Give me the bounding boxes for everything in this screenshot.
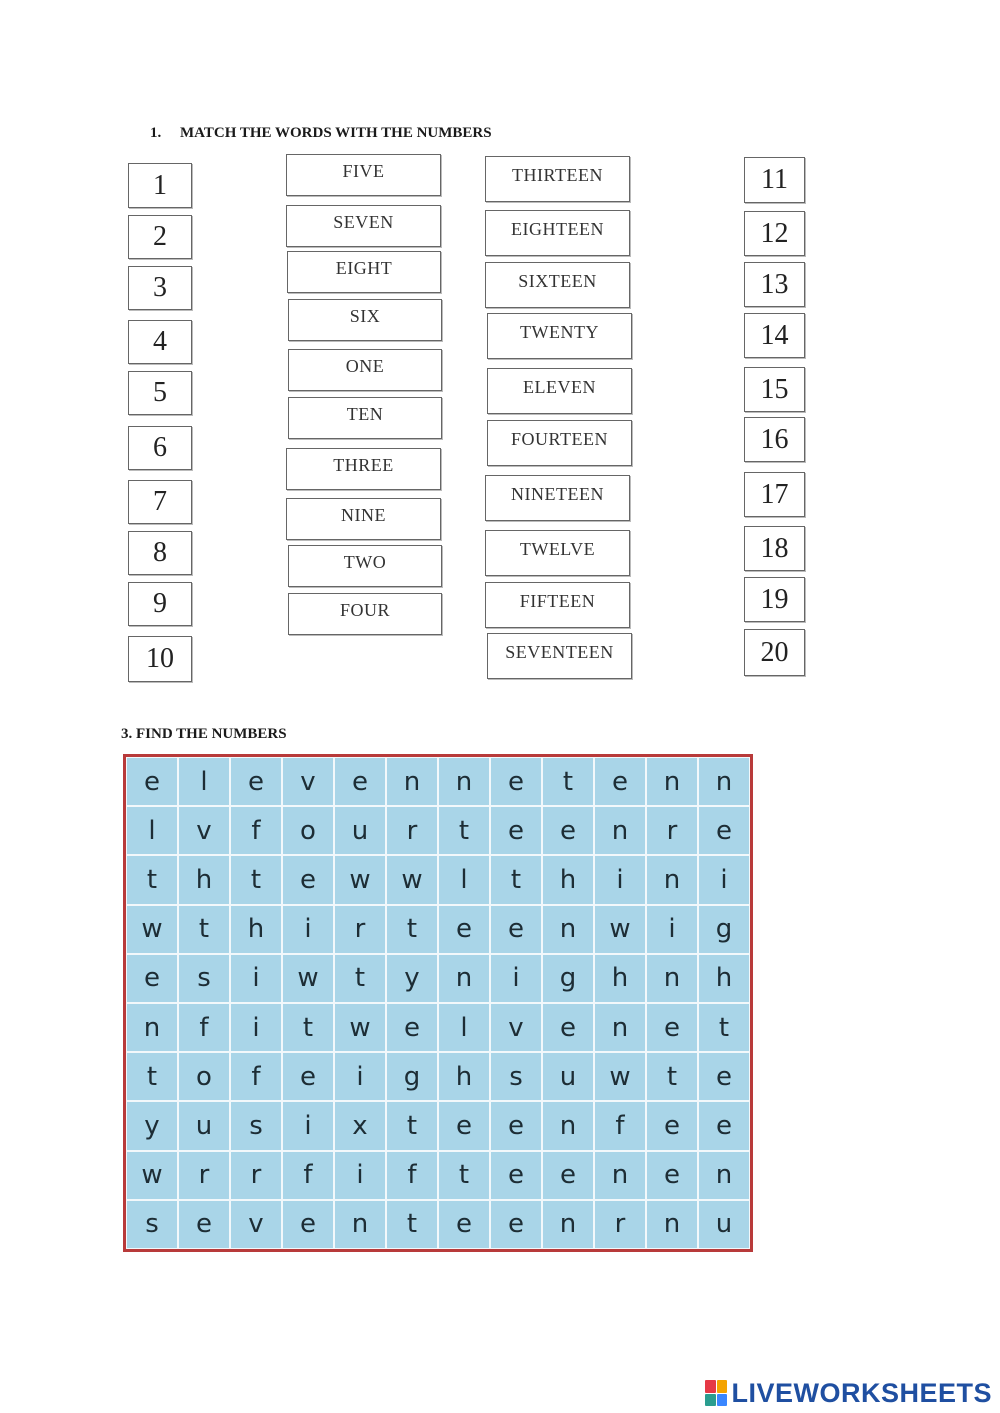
grid-cell[interactable]: e	[698, 806, 750, 855]
grid-cell[interactable]: t	[490, 855, 542, 904]
word-card-eleven: ELEVEN	[487, 368, 632, 414]
logo-square-3	[705, 1394, 716, 1407]
grid-cell[interactable]: e	[386, 1003, 438, 1052]
logo-square-1	[705, 1380, 716, 1393]
word-card-three: THREE	[286, 448, 441, 490]
grid-cell[interactable]: t	[386, 1200, 438, 1249]
grid-cell[interactable]: i	[646, 905, 698, 954]
grid-cell[interactable]: e	[282, 1200, 334, 1249]
brand-name: LIVEWORKSHEETS	[731, 1377, 992, 1408]
grid-cell[interactable]: i	[490, 954, 542, 1003]
grid-cell[interactable]: i	[230, 954, 282, 1003]
grid-cell[interactable]: r	[646, 806, 698, 855]
word-card-nine: NINE	[286, 498, 441, 540]
grid-cell[interactable]: e	[490, 757, 542, 806]
word-card-twenty: TWENTY	[487, 313, 632, 359]
grid-cell[interactable]: n	[646, 1200, 698, 1249]
grid-cell[interactable]: e	[282, 855, 334, 904]
grid-cell[interactable]: t	[438, 806, 490, 855]
word-search-grid	[123, 754, 753, 1252]
word-card-eight: EIGHT	[287, 251, 441, 293]
grid-cell[interactable]: l	[178, 757, 230, 806]
grid-cell[interactable]: n	[646, 855, 698, 904]
grid-cell[interactable]: e	[178, 1200, 230, 1249]
word-card-five: FIVE	[286, 154, 441, 196]
word-card-twelve: TWELVE	[485, 530, 630, 576]
grid-cell[interactable]: e	[490, 1200, 542, 1249]
grid-cell[interactable]: i	[334, 1151, 386, 1200]
grid-cell[interactable]: v	[282, 757, 334, 806]
grid-cell[interactable]: n	[646, 954, 698, 1003]
grid-cell[interactable]: h	[230, 905, 282, 954]
grid-cell[interactable]: e	[698, 1052, 750, 1101]
word-card-eighteen: EIGHTEEN	[485, 210, 630, 256]
word-card-fourteen: FOURTEEN	[487, 420, 632, 466]
grid-cell[interactable]: t	[438, 1151, 490, 1200]
grid-cell[interactable]: n	[594, 1151, 646, 1200]
grid-cell[interactable]: o	[282, 806, 334, 855]
number-box-4: 4	[128, 320, 192, 364]
grid-cell[interactable]: e	[490, 806, 542, 855]
grid-cell[interactable]: e	[334, 757, 386, 806]
grid-cell[interactable]: u	[542, 1052, 594, 1101]
number-box-12: 12	[744, 211, 805, 256]
grid-cell[interactable]: n	[542, 1101, 594, 1150]
grid-cell[interactable]: h	[542, 855, 594, 904]
liveworksheets-logo-icon	[705, 1380, 727, 1406]
number-box-18: 18	[744, 526, 805, 571]
number-box-15: 15	[744, 367, 805, 412]
grid-cell[interactable]: w	[126, 1151, 178, 1200]
grid-cell[interactable]: t	[230, 855, 282, 904]
number-box-6: 6	[128, 426, 192, 470]
word-card-four: FOUR	[288, 593, 442, 635]
word-card-seventeen: SEVENTEEN	[487, 633, 632, 679]
grid-cell[interactable]: v	[230, 1200, 282, 1249]
grid-cell[interactable]: f	[230, 806, 282, 855]
grid-cell[interactable]: f	[178, 1003, 230, 1052]
grid-cell[interactable]: e	[542, 1151, 594, 1200]
grid-cell[interactable]: e	[646, 1151, 698, 1200]
number-box-16: 16	[744, 417, 805, 462]
grid-cell[interactable]: f	[230, 1052, 282, 1101]
word-card-seven: SEVEN	[286, 205, 441, 247]
grid-cell[interactable]: e	[438, 1101, 490, 1150]
grid-cell[interactable]: l	[438, 855, 490, 904]
grid-cell[interactable]: e	[438, 1200, 490, 1249]
grid-cell[interactable]: r	[334, 905, 386, 954]
grid-cell[interactable]: n	[386, 757, 438, 806]
grid-cell[interactable]: s	[126, 1200, 178, 1249]
number-box-13: 13	[744, 262, 805, 307]
word-card-two: TWO	[288, 545, 442, 587]
grid-cell[interactable]: w	[334, 1003, 386, 1052]
grid-cell[interactable]: n	[334, 1200, 386, 1249]
grid-cell[interactable]: s	[490, 1052, 542, 1101]
number-box-9: 9	[128, 582, 192, 626]
grid-cell[interactable]: w	[594, 1052, 646, 1101]
grid-cell[interactable]: n	[698, 1151, 750, 1200]
grid-cell[interactable]: i	[230, 1003, 282, 1052]
word-card-fifteen: FIFTEEN	[485, 582, 630, 628]
grid-cell[interactable]: n	[438, 954, 490, 1003]
grid-cell[interactable]: n	[438, 757, 490, 806]
word-card-ten: TEN	[288, 397, 442, 439]
grid-cell[interactable]: w	[386, 855, 438, 904]
number-box-1: 1	[128, 163, 192, 208]
number-box-11: 11	[744, 157, 805, 203]
number-box-14: 14	[744, 313, 805, 358]
grid-cell[interactable]: v	[490, 1003, 542, 1052]
grid-cell[interactable]: r	[230, 1151, 282, 1200]
grid-cell[interactable]: f	[282, 1151, 334, 1200]
grid-cell[interactable]: t	[646, 1052, 698, 1101]
grid-cell[interactable]: n	[594, 806, 646, 855]
number-box-17: 17	[744, 472, 805, 517]
section-1-number: 1.	[150, 125, 162, 141]
grid-cell[interactable]: e	[490, 905, 542, 954]
grid-cell[interactable]: w	[126, 905, 178, 954]
grid-cell[interactable]: y	[386, 954, 438, 1003]
grid-cell[interactable]: r	[594, 1200, 646, 1249]
word-card-nineteen: NINETEEN	[485, 475, 630, 521]
grid-cell[interactable]: l	[126, 806, 178, 855]
grid-cell[interactable]: e	[490, 1101, 542, 1150]
number-box-5: 5	[128, 371, 192, 415]
grid-cell[interactable]: u	[698, 1200, 750, 1249]
grid-cell[interactable]: e	[698, 1101, 750, 1150]
grid-cell[interactable]: e	[490, 1151, 542, 1200]
grid-cell[interactable]: w	[282, 954, 334, 1003]
grid-cell[interactable]: e	[282, 1052, 334, 1101]
grid-cell[interactable]: l	[438, 1003, 490, 1052]
grid-cell[interactable]: e	[438, 905, 490, 954]
grid-cell[interactable]: n	[698, 757, 750, 806]
grid-cell[interactable]: e	[542, 806, 594, 855]
section-1-title: MATCH THE WORDS WITH THE NUMBERS	[180, 125, 492, 141]
grid-cell[interactable]: t	[126, 1052, 178, 1101]
grid-cell[interactable]: u	[334, 806, 386, 855]
grid-cell[interactable]: e	[646, 1101, 698, 1150]
word-card-thirteen: THIRTEEN	[485, 156, 630, 202]
grid-cell[interactable]: e	[542, 1003, 594, 1052]
grid-cell[interactable]: o	[178, 1052, 230, 1101]
grid-cell[interactable]: s	[230, 1101, 282, 1150]
grid-cell[interactable]: w	[594, 905, 646, 954]
word-card-sixteen: SIXTEEN	[485, 262, 630, 308]
grid-cell[interactable]: r	[178, 1151, 230, 1200]
logo-square-4	[717, 1394, 728, 1407]
word-card-six: SIX	[288, 299, 442, 341]
number-box-20: 20	[744, 629, 805, 676]
grid-cell[interactable]: g	[698, 905, 750, 954]
grid-cell[interactable]: e	[126, 954, 178, 1003]
number-box-7: 7	[128, 480, 192, 524]
grid-cell[interactable]: i	[698, 855, 750, 904]
grid-cell[interactable]: u	[178, 1101, 230, 1150]
grid-cell[interactable]: i	[282, 905, 334, 954]
grid-cell[interactable]: h	[178, 855, 230, 904]
number-box-3: 3	[128, 266, 192, 310]
section-3-heading: 3. FIND THE NUMBERS	[121, 726, 287, 742]
grid-cell[interactable]: n	[646, 757, 698, 806]
grid-cell[interactable]: x	[334, 1101, 386, 1150]
number-box-8: 8	[128, 531, 192, 575]
grid-cell[interactable]: i	[334, 1052, 386, 1101]
grid-cell[interactable]: t	[126, 855, 178, 904]
grid-cell[interactable]: e	[126, 757, 178, 806]
grid-cell[interactable]: t	[282, 1003, 334, 1052]
grid-cell[interactable]: n	[594, 1003, 646, 1052]
grid-cell[interactable]: t	[334, 954, 386, 1003]
grid-cell[interactable]: g	[542, 954, 594, 1003]
grid-cell[interactable]: h	[594, 954, 646, 1003]
grid-cell[interactable]: t	[386, 905, 438, 954]
grid-cell[interactable]: n	[542, 1200, 594, 1249]
grid-cell[interactable]: e	[230, 757, 282, 806]
number-box-19: 19	[744, 577, 805, 622]
grid-cell[interactable]: e	[646, 1003, 698, 1052]
liveworksheets-brand	[705, 1376, 992, 1410]
grid-cell[interactable]: r	[386, 806, 438, 855]
grid-cell[interactable]: f	[386, 1151, 438, 1200]
grid-cell[interactable]: t	[178, 905, 230, 954]
grid-cell[interactable]: s	[178, 954, 230, 1003]
section-1-heading	[150, 125, 492, 142]
grid-cell[interactable]: w	[334, 855, 386, 904]
grid-cell[interactable]: h	[438, 1052, 490, 1101]
number-box-2: 2	[128, 215, 192, 259]
grid-cell[interactable]: t	[542, 757, 594, 806]
grid-cell[interactable]: v	[178, 806, 230, 855]
grid-cell[interactable]: n	[126, 1003, 178, 1052]
grid-cell[interactable]: y	[126, 1101, 178, 1150]
grid-cell[interactable]: n	[542, 905, 594, 954]
number-box-10: 10	[128, 636, 192, 682]
grid-cell[interactable]: t	[698, 1003, 750, 1052]
grid-cell[interactable]: h	[698, 954, 750, 1003]
grid-cell[interactable]: f	[594, 1101, 646, 1150]
grid-cell[interactable]: e	[594, 757, 646, 806]
grid-cell[interactable]: i	[594, 855, 646, 904]
grid-cell[interactable]: g	[386, 1052, 438, 1101]
logo-square-2	[717, 1380, 728, 1393]
grid-cell[interactable]: i	[282, 1101, 334, 1150]
grid-cell[interactable]: t	[386, 1101, 438, 1150]
word-card-one: ONE	[288, 349, 442, 391]
